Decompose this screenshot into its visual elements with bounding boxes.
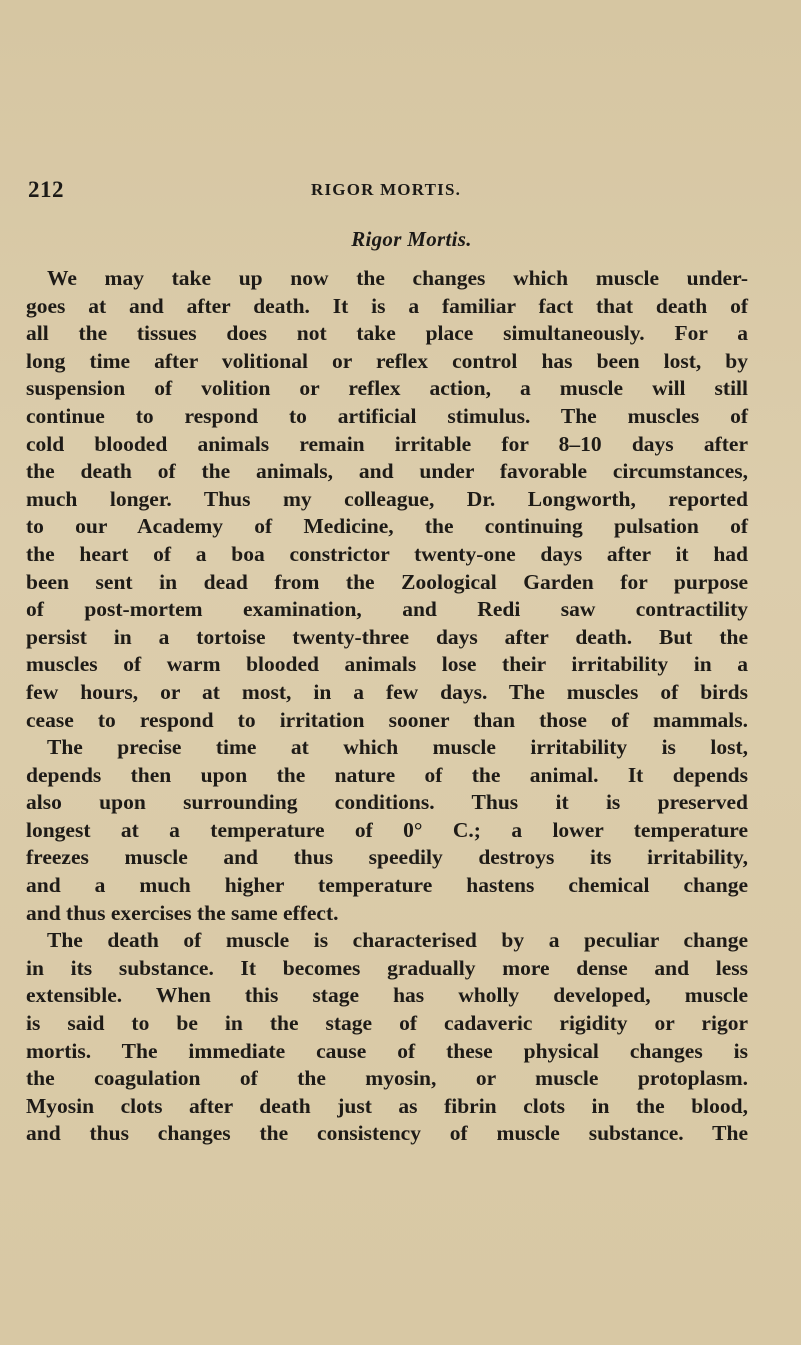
- text-line: few hours, or at most, in a few days. The muscles of birds: [26, 679, 748, 704]
- text-line: in its substance. It becomes gradually more dense and less: [26, 955, 748, 980]
- text-line: extensible. When this stage has wholly developed, muscle: [26, 983, 748, 1008]
- section-heading: Rigor Mortis.: [351, 227, 472, 251]
- text-line: continue to respond to artificial stimulus. The muscles of: [26, 403, 748, 428]
- text-line: and a much higher temperature hastens chemical change: [26, 873, 748, 898]
- body-text: [26, 265, 748, 1148]
- text-line: been sent in dead from the Zoological Garden for purpose: [26, 569, 748, 594]
- text-line: is said to be in the stage of cadaveric rigidity or rigor: [26, 1011, 748, 1036]
- text-line: cease to respond to irritation sooner than those of mammals.: [26, 707, 748, 732]
- page-number: 212: [28, 177, 64, 202]
- text-line: We may take up now the changes which muscle under-: [47, 266, 748, 290]
- text-line: longest at a temperature of 0° C.; a lower temperature: [26, 817, 748, 842]
- text-line: muscles of warm blooded animals lose their irritability in a: [26, 652, 748, 677]
- text-line: the coagulation of the myosin, or muscle protoplasm.: [26, 1066, 748, 1091]
- text-line: of post-mortem examination, and Redi saw contractility: [26, 597, 748, 622]
- text-line: much longer. Thus my colleague, Dr. Longworth, reported: [26, 486, 748, 511]
- text-line: The death of muscle is characterised by a peculiar change: [47, 928, 748, 953]
- text-line: to our Academy of Medicine, the continuing pulsation of: [26, 514, 748, 539]
- text-line: suspension of volition or reflex action, a muscle will still: [26, 376, 748, 401]
- text-line: depends then upon the nature of the animal. It depends: [26, 762, 748, 787]
- text-line: goes at and after death. It is a familiar fact that death of: [26, 293, 748, 318]
- text-line: the heart of a boa constrictor twenty-one days after it had: [26, 541, 748, 566]
- text-line: freezes muscle and thus speedily destroys its irritability,: [26, 845, 748, 870]
- running-title: RIGOR MORTIS.: [311, 180, 462, 199]
- running-head: [0, 177, 801, 207]
- text-line: cold blooded animals remain irritable for 8–10 days after: [26, 431, 748, 456]
- text-line: also upon surrounding conditions. Thus it is preserved: [26, 790, 748, 815]
- text-line: and thus exercises the same effect.: [26, 900, 339, 925]
- text-line: Myosin clots after death just as fibrin clots in the blood,: [26, 1093, 748, 1118]
- text-line: The precise time at which muscle irritability is lost,: [47, 735, 748, 760]
- text-line: all the tissues does not take place simultaneously. For a: [26, 321, 748, 346]
- text-line: persist in a tortoise twenty-three days after death. But the: [26, 624, 748, 649]
- text-line: the death of the animals, and under favorable circumstances,: [26, 459, 748, 484]
- text-line: mortis. The immediate cause of these physical changes is: [26, 1038, 748, 1063]
- text-line: and thus changes the consistency of muscle substance. The: [26, 1121, 748, 1146]
- text-line: long time after volitional or reflex control has been lost, by: [26, 348, 748, 373]
